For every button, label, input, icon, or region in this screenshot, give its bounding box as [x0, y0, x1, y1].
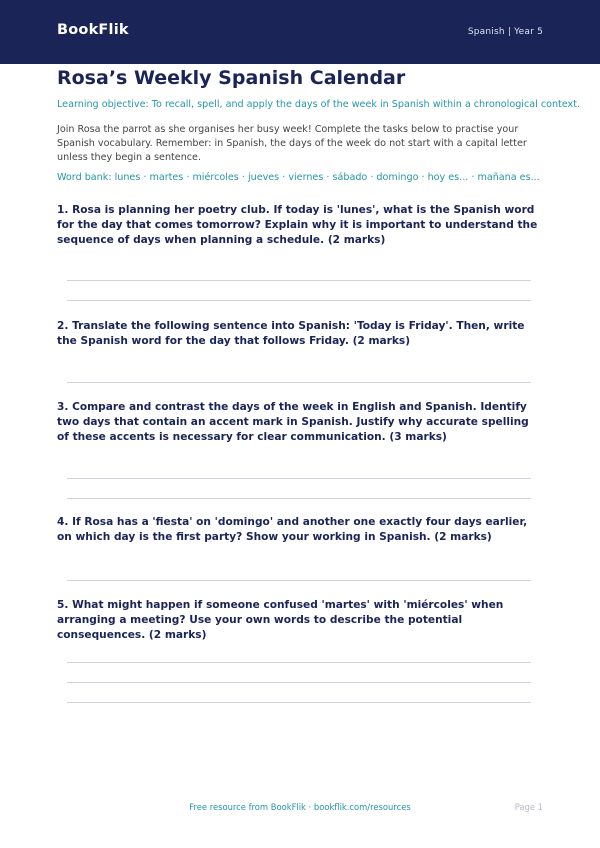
- answer-line[interactable]: [67, 682, 531, 683]
- page-number: Page 1: [514, 802, 543, 812]
- question-2: 2. Translate the following sentence into Spanish: 'Today is Friday'. Then, write the Spanish word for the day that follows Friday. (2 marks): [57, 320, 525, 347]
- answer-line[interactable]: [67, 498, 531, 499]
- intro-paragraph: Join Rosa the parrot as she organises her busy week! Complete the tasks below to practise your Spanish vocabulary. Remember: in Spanish, the days of the week do not start with a capital letter unless they begin a sentence.: [57, 124, 527, 163]
- answer-line[interactable]: [67, 280, 531, 281]
- question-3: 3. Compare and contrast the days of the week in English and Spanish. Identify two days that contain an accent mark in Spanish. Justify why accurate spelling of these accents is necessary for clear communication. (3 marks): [57, 401, 529, 443]
- page-title: Rosa’s Weekly Spanish Calendar: [57, 67, 406, 89]
- footer-resource-link[interactable]: Free resource from BookFlik · bookflik.com/resources: [189, 802, 411, 812]
- question-1: 1. Rosa is planning her poetry club. If today is 'lunes', what is the Spanish word for the day that comes tomorrow? Explain why it is important to understand the sequence of days when planning a schedule. (2 marks): [57, 204, 538, 246]
- brand-logo[interactable]: BookFlik: [57, 22, 129, 38]
- word-bank: Word bank: lunes · martes · miércoles · jueves · viernes · sábado · domingo · hoy es... · mañana es...: [57, 172, 540, 183]
- answer-line[interactable]: [67, 382, 531, 383]
- answer-line[interactable]: [67, 300, 531, 301]
- answer-line[interactable]: [67, 662, 531, 663]
- learning-objective: Learning objective: To recall, spell, and apply the days of the week in Spanish within a chronological context.: [57, 99, 581, 110]
- question-5: 5. What might happen if someone confused 'martes' with 'miércoles' when arranging a meeting? Use your own words to describe the potential consequences. (2 marks): [57, 599, 504, 641]
- question-4: 4. If Rosa has a 'fiesta' on 'domingo' and another one exactly four days earlier, on which day is the first party? Show your working in Spanish. (2 marks): [57, 516, 528, 543]
- subject-year-label: Spanish | Year 5: [467, 27, 543, 37]
- answer-line[interactable]: [67, 702, 531, 703]
- answer-line[interactable]: [67, 580, 531, 581]
- page-header: [0, 0, 600, 64]
- answer-line[interactable]: [67, 478, 531, 479]
